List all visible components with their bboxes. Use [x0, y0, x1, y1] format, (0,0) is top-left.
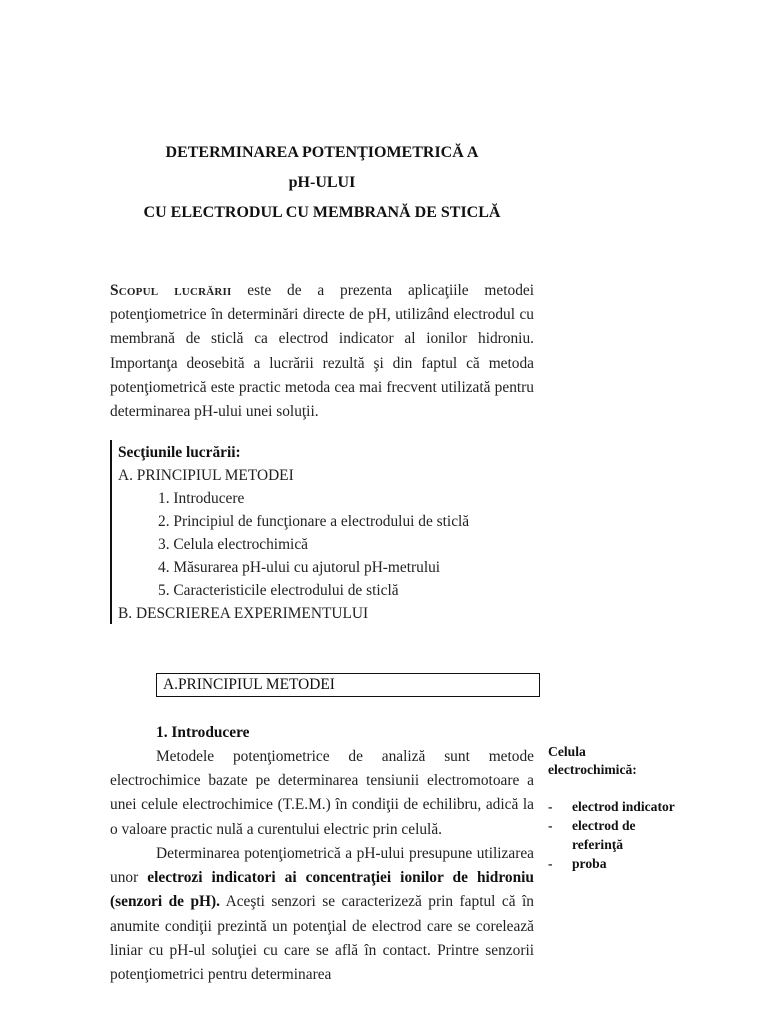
section-item-4: 4. Măsurarea pH-ului cu ajutorul pH-metrului [158, 559, 441, 576]
side-note-dash: - [548, 799, 553, 814]
section-b: B. DESCRIEREA EXPERIMENTULUI [118, 605, 369, 622]
intro-heading: 1. Introducere [156, 724, 250, 741]
section-item-2: 2. Principiul de funcţionare a electrodului de sticlă [158, 513, 470, 530]
scope-label: Scopul lucrării [110, 282, 232, 299]
intro-paragraph-2 [110, 842, 534, 987]
sections-box [110, 440, 542, 624]
side-note-item-text: proba [572, 856, 607, 871]
intro-p2-end: Aceşti senzori se caracterizeză prin faptul că în anumite condiţii prezintă un potenţial de electrod care se corelează liniar cu pH-ul soluţiei cu care se află în contact. Printre senzorii potenţiometrici pentru determinarea [110, 893, 535, 984]
sections-heading: Secţiunile lucrării: [118, 444, 241, 461]
title-line-1: DETERMINAREA POTENŢIOMETRICĂ A [165, 144, 479, 161]
side-note-item-text: electrod de referinţă [572, 818, 636, 852]
intro-paragraph-1: Metodele potenţiometrice de analiză sunt metode electrochimice bazate pe determinarea tensiunii electromotoare a unei celule electrochimice (T.E.M.) în condiţii de echilibru, adică la o valoare practic nulă a curentului electric prin celulă. [110, 748, 534, 838]
title-line-2: pH-ULUI [288, 174, 356, 191]
side-note-item [548, 816, 678, 854]
intro-p2-start: Determinarea potenţiometrică a pH-ului presupune utilizarea unor [110, 845, 534, 887]
title-line-3: CU ELECTRODUL CU MEMBRANĂ DE STICLĂ [143, 204, 501, 221]
section-item-1: 1. Introducere [158, 490, 245, 507]
section-item-5: 5. Caracteristicile electrodului de sticlă [158, 582, 399, 599]
side-note-item [548, 797, 678, 816]
scope-paragraph [110, 279, 534, 424]
section-a: A. PRINCIPIUL METODEI [118, 467, 294, 484]
side-note-dash: - [548, 856, 553, 871]
side-note-title: Celula electrochimică: [548, 744, 637, 777]
section-a-title-box: A.PRINCIPIUL METODEI [156, 673, 540, 697]
document-title [110, 138, 534, 228]
side-note-item-text: electrod indicator [572, 799, 675, 814]
section-item-3: 3. Celula electrochimică [158, 536, 308, 553]
intro-p2-bold: electrozi indicatori ai concentraţiei ionilor de hidroniu (senzori de pH). [110, 869, 534, 911]
side-note-dash: - [548, 818, 553, 833]
side-note-item [548, 854, 678, 873]
side-note-list [548, 797, 678, 873]
scope-text: este de a prezenta aplicaţiile metodei potenţiometrice în determinări directe de pH, utilizând electrodul cu membrană de sticlă ca electrod indicator al ionilor hidroniu. Importanţa deosebită a lucrării rezultă şi din faptul că metoda potenţiometrică este practic metoda cea mai frecvent utilizată pentru determinarea pH-ului unei soluţii. [110, 282, 534, 421]
